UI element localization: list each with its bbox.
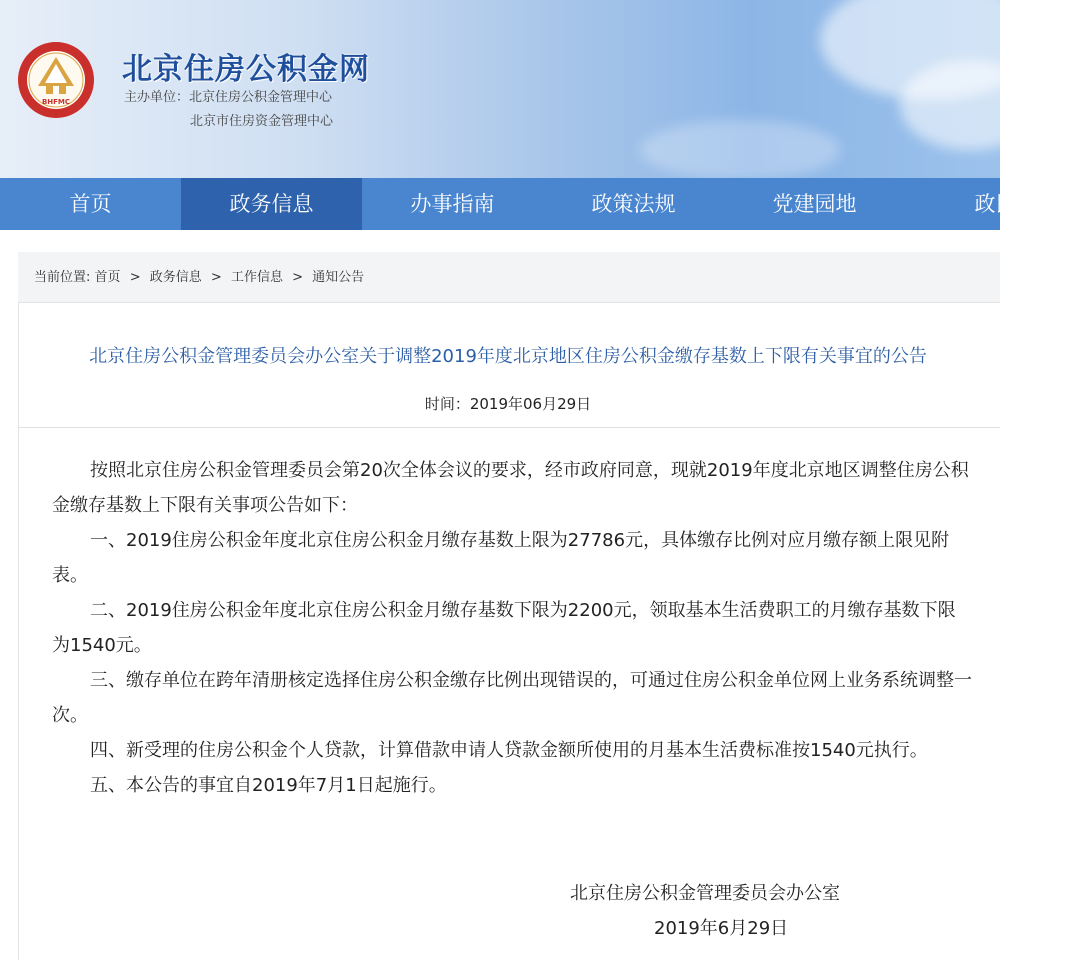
breadcrumb-work-info[interactable]: 工作信息 — [230, 270, 283, 285]
breadcrumb — [18, 252, 1000, 303]
nav-item-service-guide[interactable]: 办事指南 — [410, 192, 495, 216]
breadcrumb-separator: > — [129, 270, 141, 285]
article-date: 时间：2019年06月29日 — [424, 395, 592, 413]
nav-item-government-info[interactable]: 政务信息 — [181, 178, 362, 230]
article-paragraph: 三、缴存单位在跨年清册核定选择住房公积金缴存比例出现错误的，可通过住房公积金单位网上业务系统调整一次。 — [52, 670, 972, 726]
nav-item-home[interactable]: 首页 — [69, 192, 112, 216]
divider — [18, 427, 1000, 428]
article-title: 北京住房公积金管理委员会办公室关于调整2019年度北京地区住房公积金缴存基数上下限有关事宜的公告 — [89, 346, 927, 367]
breadcrumb-government-info[interactable]: 政务信息 — [149, 270, 202, 285]
host-unit-second: 北京市住房资金管理中心 — [190, 114, 334, 129]
nav-item-public-interaction[interactable]: 政民 — [974, 192, 1017, 216]
article-body — [52, 453, 972, 803]
bhfmc-logo-icon[interactable] — [16, 40, 96, 120]
breadcrumb-home[interactable]: 首页 — [94, 270, 121, 285]
logo-text: BHFMC — [41, 98, 71, 106]
nav-item-party-building[interactable]: 党建园地 — [772, 192, 857, 216]
article-paragraph: 五、本公告的事宜自2019年7月1日起施行。 — [90, 775, 447, 796]
breadcrumb-label: 当前位置: — [34, 270, 91, 285]
article-paragraph: 四、新受理的住房公积金个人贷款，计算借款申请人贷款金额所使用的月基本生活费标准按1540元执行。 — [90, 740, 928, 761]
main-nav — [0, 178, 1017, 230]
nav-item-policies[interactable]: 政策法规 — [591, 192, 676, 216]
signature-date: 2019年6月29日 — [654, 918, 789, 939]
article-paragraph: 二、2019住房公积金年度北京住房公积金月缴存基数下限为2200元，领取基本生活费职工的月缴存基数下限为1540元。 — [52, 600, 956, 656]
breadcrumb-notices[interactable]: 通知公告 — [312, 270, 365, 285]
site-header — [0, 0, 1000, 178]
host-unit-label: 主办单位：北京住房公积金管理中心 — [124, 90, 333, 105]
article-paragraph: 一、2019住房公积金年度北京住房公积金月缴存基数上限为27786元，具体缴存比例对应月缴存额上限见附表。 — [52, 530, 950, 586]
breadcrumb-separator: > — [292, 270, 303, 285]
signature: 北京住房公积金管理委员会办公室 — [570, 883, 840, 904]
breadcrumb-separator: > — [210, 270, 222, 285]
article-paragraph: 按照北京住房公积金管理委员会第20次全体会议的要求，经市政府同意，现就2019年度北京地区调整住房公积金缴存基数上下限有关事项公告如下： — [52, 460, 969, 516]
site-title[interactable]: 北京住房公积金网 — [122, 52, 370, 87]
